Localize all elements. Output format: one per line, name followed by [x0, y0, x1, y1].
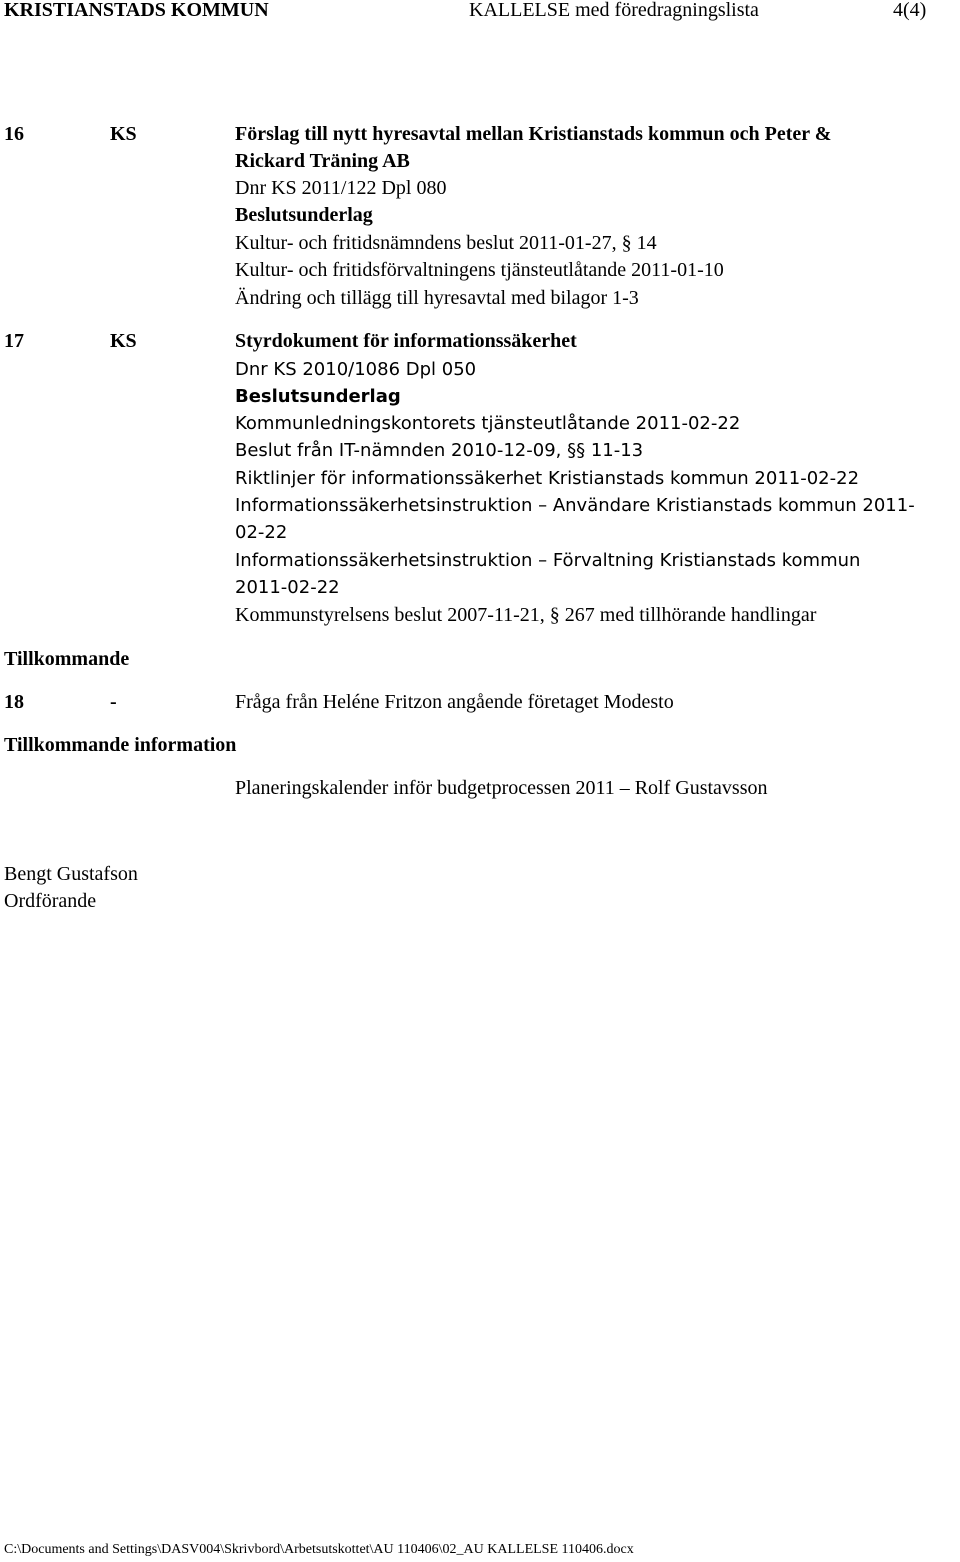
- item-title: Fråga från Heléne Fritzon angående företaget Modesto: [235, 691, 674, 713]
- footer-file-path: C:\Documents and Settings\DASV004\Skrivbord\Arbetsutskottet\AU 110406\02_AU KALLELSE 110406.docx: [4, 1542, 634, 1557]
- header-org: KRISTIANSTADS KOMMUN: [4, 0, 269, 21]
- item-title: Förslag till nytt hyresavtal mellan Kristianstads kommun och Peter &: [235, 123, 832, 145]
- item-number: 18: [4, 691, 24, 713]
- item-dnr: Dnr KS 2011/122 Dpl 080: [235, 177, 447, 199]
- basis-item: Ändring och tillägg till hyresavtal med bilagor 1-3: [235, 287, 639, 309]
- section-heading-upcoming-info: Tillkommande information: [4, 734, 237, 756]
- signature-name: Bengt Gustafson: [4, 863, 138, 885]
- basis-item: 2011-02-22: [235, 577, 340, 598]
- basis-item: Kultur- och fritidsnämndens beslut 2011-01-27, § 14: [235, 232, 657, 254]
- item-title: Styrdokument för informationssäkerhet: [235, 330, 577, 352]
- basis-item: Beslut från IT-nämnden 2010-12-09, §§ 11-13: [235, 440, 644, 461]
- item-code: KS: [110, 330, 137, 352]
- basis-item: Informationssäkerhetsinstruktion – Användare Kristianstads kommun 2011-: [235, 495, 915, 516]
- basis-heading: Beslutsunderlag: [235, 386, 401, 407]
- item-code: KS: [110, 123, 137, 145]
- basis-item: Kommunstyrelsens beslut 2007-11-21, § 267 med tillhörande handlingar: [235, 604, 817, 626]
- basis-heading: Beslutsunderlag: [235, 204, 373, 226]
- header-doc-title: KALLELSE med föredragningslista: [469, 0, 759, 21]
- basis-item: Riktlinjer för informationssäkerhet Kristianstads kommun 2011-02-22: [235, 468, 860, 489]
- basis-item: Informationssäkerhetsinstruktion – Förvaltning Kristianstads kommun: [235, 550, 861, 571]
- item-code: -: [110, 691, 117, 713]
- basis-item: Kommunledningskontorets tjänsteutlåtande 2011-02-22: [235, 413, 741, 434]
- item-number: 16: [4, 123, 24, 145]
- item-dnr: Dnr KS 2010/1086 Dpl 050: [235, 359, 477, 380]
- basis-item: 02-22: [235, 522, 288, 543]
- item-number: 17: [4, 330, 24, 352]
- item-title: Rickard Träning AB: [235, 150, 410, 172]
- section-heading-upcoming: Tillkommande: [4, 648, 130, 670]
- upcoming-info-item: Planeringskalender inför budgetprocessen 2011 – Rolf Gustavsson: [235, 777, 768, 799]
- header-page-number: 4(4): [893, 0, 927, 21]
- signature-role: Ordförande: [4, 890, 97, 912]
- basis-item: Kultur- och fritidsförvaltningens tjänsteutlåtande 2011-01-10: [235, 259, 724, 281]
